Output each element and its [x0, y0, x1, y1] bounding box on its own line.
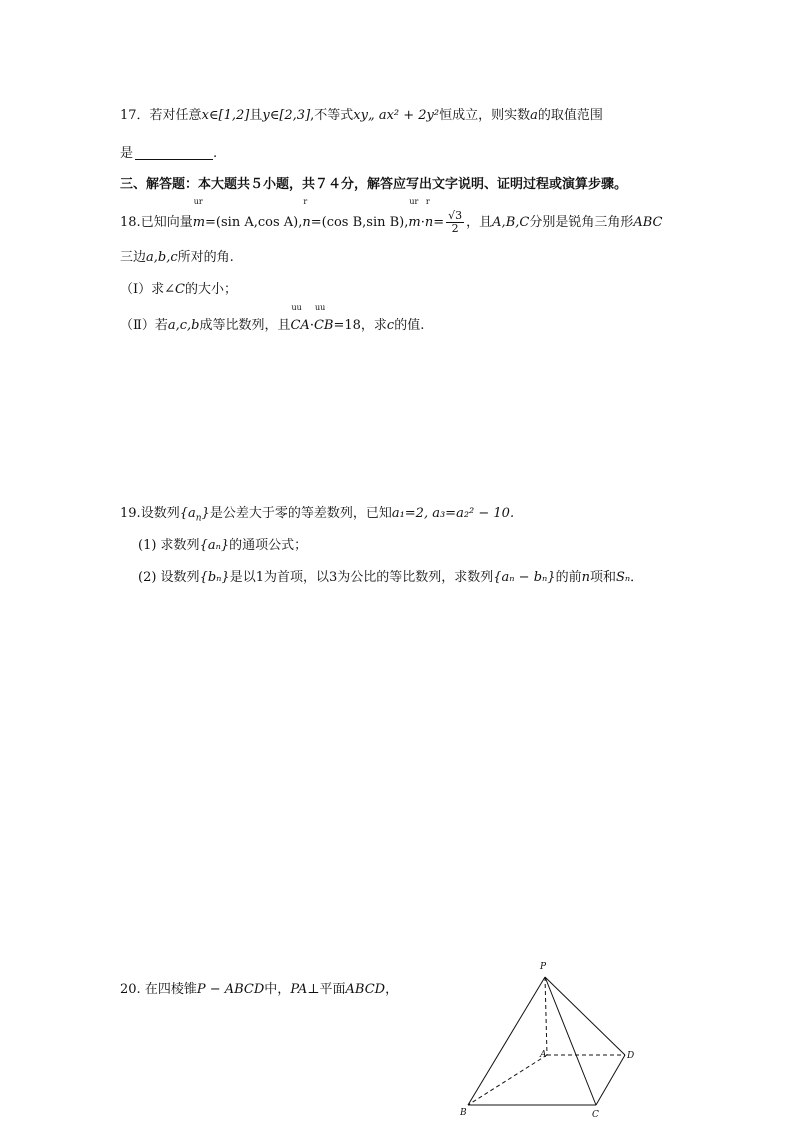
- q18-line2: [120, 248, 234, 268]
- q19-part1-seq: {aₙ}: [199, 538, 230, 553]
- q18-text-a: 已知向量: [140, 215, 193, 230]
- q18-number: 18.: [120, 215, 141, 230]
- q18-line2-b: 所对的角.: [177, 250, 234, 265]
- q18-dot-m: ur m: [408, 197, 421, 230]
- q18-part2-vec-cb: uu CB: [313, 303, 334, 333]
- q19-part1: [138, 536, 307, 556]
- edge-pa: [545, 977, 547, 1055]
- q20-text-c: 平面: [319, 982, 346, 997]
- q17-text-a: ．若对任意: [136, 108, 202, 123]
- q18-part1-text: 的大小；: [184, 282, 237, 297]
- q18-part2-vec-ca: uu CA: [290, 303, 310, 333]
- q17-line1: [120, 106, 603, 126]
- q20-text-a: 在四棱锥: [140, 982, 197, 997]
- q17-line2-a: 是: [120, 146, 134, 161]
- q17-text-d: 恒成立，则实数: [439, 108, 531, 123]
- q18-dot-n: r n: [424, 197, 434, 230]
- q17-text-c: ,不等式: [310, 108, 354, 123]
- q20-pyramid: P − ABCD: [196, 982, 265, 997]
- q18-line1: [120, 197, 663, 236]
- q20-pa: PA: [290, 982, 308, 997]
- q20-line1: [120, 980, 398, 1000]
- q19-seq-a: $\{a_n\}$: [179, 506, 210, 524]
- q17-text-e: 的取值范围: [537, 108, 603, 123]
- edge-pd: [545, 977, 625, 1055]
- q18-frac-den: 2: [451, 222, 459, 235]
- q18-n-def: =(cos B,sin B),: [310, 215, 409, 230]
- q17-y-range: y∈[2,3]: [262, 108, 311, 123]
- q20-number: 20.: [120, 982, 141, 997]
- q17-number: 17: [120, 108, 137, 123]
- q18-part1: [120, 280, 237, 300]
- q18-abc: A,B,C: [492, 215, 530, 230]
- q18-eq: =: [433, 215, 445, 230]
- q17-line2: [120, 144, 217, 164]
- q19-part2-n: n: [581, 570, 590, 585]
- q18-part1-angle: ∠C: [164, 282, 185, 297]
- pyramid-figure: [450, 955, 650, 1123]
- label-b: B: [460, 1108, 467, 1118]
- q19-part2-seq: {bₙ}: [199, 570, 230, 585]
- q18-m-def: =(sin A,cos A),: [205, 215, 303, 230]
- label-d: D: [627, 1051, 635, 1061]
- q18-dot-sym: ·: [420, 215, 425, 230]
- q18-part2-text-b: ，求: [360, 318, 387, 333]
- q19-condition: a₁=2, a₃=a₂² − 10.: [391, 506, 515, 521]
- q18-part1-label: （Ⅰ）求: [120, 282, 165, 297]
- q18-sides: a,b,c: [146, 250, 178, 265]
- q18-part2-label: （Ⅱ）若: [120, 318, 168, 333]
- q19-part2-text-c: 项和: [589, 570, 616, 585]
- q18-part2-val: =18: [333, 318, 361, 333]
- q18-frac-num: √3: [448, 209, 463, 222]
- q19-part2-text-a: 是以1为首项，以3为公比的等比数列，求数列: [229, 570, 494, 585]
- q18-vec-m-mark: ur: [193, 197, 203, 206]
- q18-part2-c: c: [386, 318, 395, 333]
- q19-part1-label: (1) 求数列: [138, 538, 200, 553]
- label-p: P: [540, 962, 547, 972]
- q19-text-a: 设数列: [140, 506, 180, 521]
- q19-number: 19.: [120, 506, 141, 521]
- q18-fraction: [446, 210, 464, 235]
- q19-part2-s: Sₙ: [615, 570, 631, 585]
- q18-part2-text-a: 成等比数列，且: [199, 318, 291, 333]
- q18-vec-n: r n: [302, 197, 311, 230]
- q18-text-b: ，且: [466, 215, 493, 230]
- q18-triangle: ABC: [633, 215, 663, 230]
- q18-line2-a: 三边: [120, 250, 147, 265]
- q19-part2: [138, 568, 643, 588]
- edge-cd: [596, 1055, 625, 1105]
- q18-vec-n-mark: r: [303, 197, 308, 206]
- label-c: C: [592, 1110, 599, 1120]
- edge-pb: [468, 977, 545, 1105]
- q19-part2-end: ．: [630, 570, 644, 585]
- q18-vec-m: ur m: [192, 197, 206, 230]
- q19-part1-text: 的通项公式；: [229, 538, 308, 553]
- q17-x-range: x∈[1,2]: [201, 108, 250, 123]
- label-a: A: [540, 1050, 547, 1060]
- q20-plane: ABCD: [345, 982, 386, 997]
- q18-part2: （Ⅱ）若a,c,b成等比数列，且 uu CA· uu CB=18，求c的值.: [120, 316, 424, 336]
- q19-part2-seq2: {aₙ − bₙ}: [493, 570, 556, 585]
- q17-text-b: 且: [249, 108, 263, 123]
- edge-ab: [468, 1055, 547, 1105]
- q18-text-c: 分别是锐角三角形: [529, 215, 634, 230]
- q20-text-d: ，: [385, 982, 399, 997]
- q19-part2-label: (2) 设数列: [138, 570, 200, 585]
- q20-perp: ⊥: [307, 982, 320, 997]
- q19-line1: [120, 504, 514, 529]
- q19-part2-text-b: 的前: [555, 570, 582, 585]
- section-3-title: 三、解答题：本大题共５小题，共７４分，解答应写出文字说明、证明过程或演算步骤。: [120, 177, 628, 192]
- q20-text-b: 中，: [264, 982, 291, 997]
- q17-line2-b: .: [213, 146, 218, 161]
- q17-var-a: a: [530, 108, 538, 123]
- q18-part2-seq: a,c,b: [167, 318, 200, 333]
- q17-inequality: xy„ ax² + 2y²: [353, 108, 440, 123]
- q18-part2-text-c: 的值.: [394, 318, 425, 333]
- edge-pc: [545, 977, 596, 1105]
- q17-answer-blank[interactable]: [135, 145, 213, 160]
- q19-text-b: 是公差大于零的等差数列，已知: [209, 506, 392, 521]
